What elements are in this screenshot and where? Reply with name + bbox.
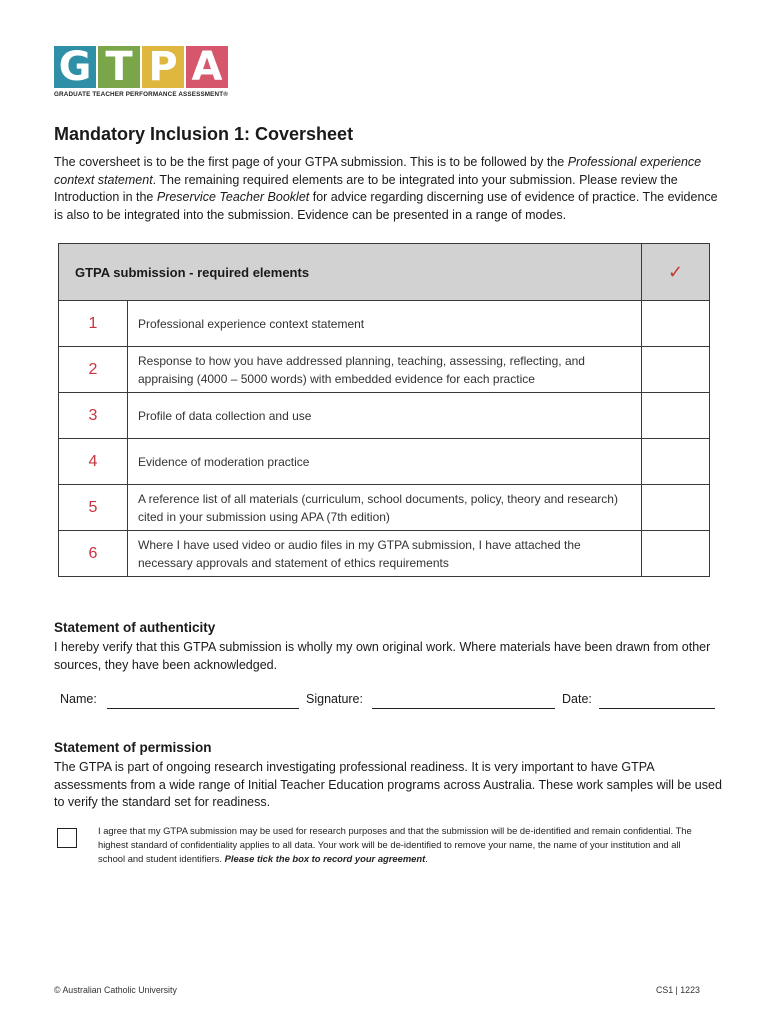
logo-tile-a: A — [186, 46, 228, 88]
row-number: 1 — [59, 301, 128, 347]
logo-tile-t: T — [98, 46, 140, 88]
gtpa-logo — [54, 46, 230, 98]
intro-paragraph — [54, 154, 722, 224]
intro-emphasis-1: Professional experience context statement — [54, 155, 702, 187]
agreement-checkbox[interactable] — [57, 828, 77, 848]
row-description: Professional experience context statement — [128, 301, 642, 347]
agreement-text — [98, 824, 706, 866]
row-description: Evidence of moderation practice — [128, 439, 642, 485]
agreement-instruction: Please tick the box to record your agreement — [224, 853, 426, 864]
row-description: Response to how you have addressed planning, teaching, assessing, reflecting, and appraising (4000 – 5000 words) with embedded evidence for each practice — [128, 347, 642, 393]
permission-text: The GTPA is part of ongoing research investigating professional readiness. It is very important to have GTPA assessments from a wide range of Initial Teacher Education programs across Australia. These work samples will be used to verify the standard set for readiness. — [54, 760, 722, 809]
date-field[interactable] — [599, 708, 715, 709]
table-row — [59, 485, 710, 531]
tick-header-icon: ✓ — [642, 244, 710, 301]
row-description: Profile of data collection and use — [128, 393, 642, 439]
name-label: Name: — [60, 692, 97, 706]
page-title: Mandatory Inclusion 1: Coversheet — [54, 124, 354, 144]
row-number: 6 — [59, 531, 128, 577]
intro-emphasis-2: Preservice Teacher Booklet — [156, 190, 310, 204]
authenticity-heading: Statement of authenticity — [54, 620, 216, 635]
table-row — [59, 393, 710, 439]
row-tick-cell[interactable] — [642, 439, 710, 485]
date-label: Date: — [562, 692, 592, 706]
row-tick-cell[interactable] — [642, 485, 710, 531]
row-number: 4 — [59, 439, 128, 485]
logo-tile-g: G — [54, 46, 96, 88]
required-elements-table — [58, 243, 710, 577]
row-tick-cell[interactable] — [642, 301, 710, 347]
table-header: GTPA submission - required elements — [59, 244, 642, 301]
table-header-row — [59, 244, 710, 301]
logo-tile-p: P — [142, 46, 184, 88]
footer-copyright: © Australian Catholic University — [54, 985, 177, 995]
row-tick-cell[interactable] — [642, 393, 710, 439]
signature-label: Signature: — [306, 692, 363, 706]
intro-text-2: . The remaining required elements are to be integrated into your submission. Please review the Introduction in the — [54, 172, 678, 204]
table-row — [59, 301, 710, 347]
logo-subtitle: GRADUATE TEACHER PERFORMANCE ASSESSMENT® — [54, 91, 229, 98]
footer-code: CS1 | 1223 — [656, 985, 700, 995]
row-number: 2 — [59, 347, 128, 393]
authenticity-text: I hereby verify that this GTPA submission is wholly my own original work. Where materials have been drawn from other sources, they have been acknowledged. — [54, 640, 711, 672]
agreement-end: . — [425, 853, 428, 864]
agreement-body: I agree that my GTPA submission may be used for research purposes and that the submission will be de-identified and remain confidential. The highest standard of confidentiality applies to all data. Your work will be de-identified to remove your name, the name of your institution and all school and student identifiers. — [98, 825, 692, 864]
table-row — [59, 531, 710, 577]
intro-text-3: for advice regarding discerning use of evidence of practice. The evidence is also to be integrated into the submission. Evidence can be presented in a range of modes. — [54, 190, 718, 222]
permission-heading: Statement of permission — [54, 740, 212, 755]
name-field[interactable] — [107, 708, 299, 709]
table-row — [59, 347, 710, 393]
row-number: 3 — [59, 393, 128, 439]
row-description: Where I have used video or audio files in my GTPA submission, I have attached the necessary approvals and statement of ethics requirements — [128, 531, 642, 577]
row-tick-cell[interactable] — [642, 531, 710, 577]
row-number: 5 — [59, 485, 128, 531]
intro-text-1: The coversheet is to be the first page of your GTPA submission. This is to be followed by the — [54, 155, 568, 169]
table-row — [59, 439, 710, 485]
row-description: A reference list of all materials (curriculum, school documents, policy, theory and research) cited in your submission using APA (7th edition) — [128, 485, 642, 531]
signature-field[interactable] — [372, 708, 555, 709]
row-tick-cell[interactable] — [642, 347, 710, 393]
